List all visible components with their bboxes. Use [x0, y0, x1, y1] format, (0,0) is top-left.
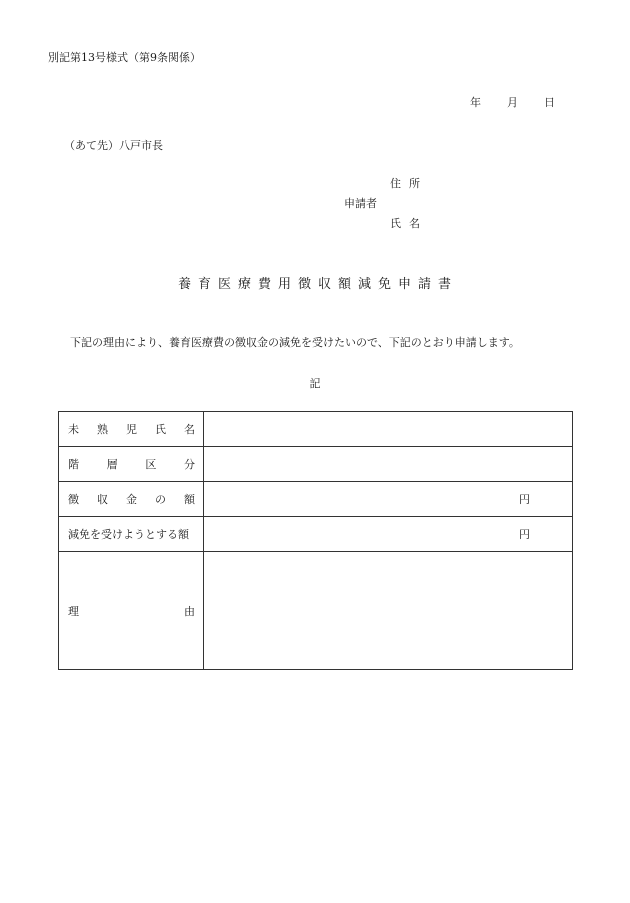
tier-class-label	[59, 447, 204, 482]
label-char: 分	[183, 458, 195, 471]
ki-heading: 記	[309, 377, 321, 390]
table-row	[59, 482, 573, 517]
label-char: 由	[184, 604, 195, 618]
document-title: 養育医療費用徴収額減免申請書	[177, 277, 458, 292]
collection-amount-label	[59, 482, 204, 517]
label-char: 徴	[68, 493, 79, 506]
name-label: 氏名	[390, 217, 428, 230]
label-char: の	[155, 493, 166, 506]
label-char: 理	[68, 604, 79, 618]
reduction-amount-field[interactable]	[204, 517, 573, 552]
label-char: 金	[126, 493, 137, 506]
yen-unit: 円	[519, 493, 530, 506]
table-row	[59, 552, 573, 670]
label-char: 階	[68, 458, 79, 471]
label-char: 区	[145, 458, 157, 471]
label-char: 熟	[97, 423, 108, 436]
label-char: 未	[68, 423, 79, 436]
label-char: 児	[126, 423, 137, 436]
table-row	[59, 412, 573, 447]
label-char: 名	[184, 423, 195, 436]
table-row	[59, 447, 573, 482]
collection-amount-field[interactable]	[204, 482, 573, 517]
label-char: 氏	[155, 423, 166, 436]
reason-field[interactable]	[204, 552, 573, 670]
reason-label	[59, 552, 204, 670]
yen-unit: 円	[519, 528, 530, 541]
application-statement: 下記の理由により、養育医療費の徴収金の減免を受けたいので、下記のとおり申請します。	[70, 336, 520, 349]
infant-name-field[interactable]	[204, 412, 573, 447]
table-row	[59, 517, 573, 552]
label-char: 層	[106, 458, 118, 471]
year-label: 年	[470, 96, 481, 109]
date-line	[470, 94, 555, 110]
month-label: 月	[507, 96, 518, 109]
label-char: 額	[184, 493, 195, 506]
applicant-label: 申請者	[344, 197, 377, 210]
application-table	[58, 411, 573, 670]
form-number-label: 別記第13号様式（第9条関係）	[48, 51, 201, 64]
tier-class-field[interactable]	[204, 447, 573, 482]
reduction-amount-label: 減免を受けようとする額	[59, 517, 204, 552]
addressee: （あて先）八戸市長	[64, 139, 163, 152]
day-label: 日	[544, 96, 555, 109]
address-label: 住所	[390, 177, 428, 190]
label-char: 収	[97, 493, 108, 506]
infant-name-label	[59, 412, 204, 447]
